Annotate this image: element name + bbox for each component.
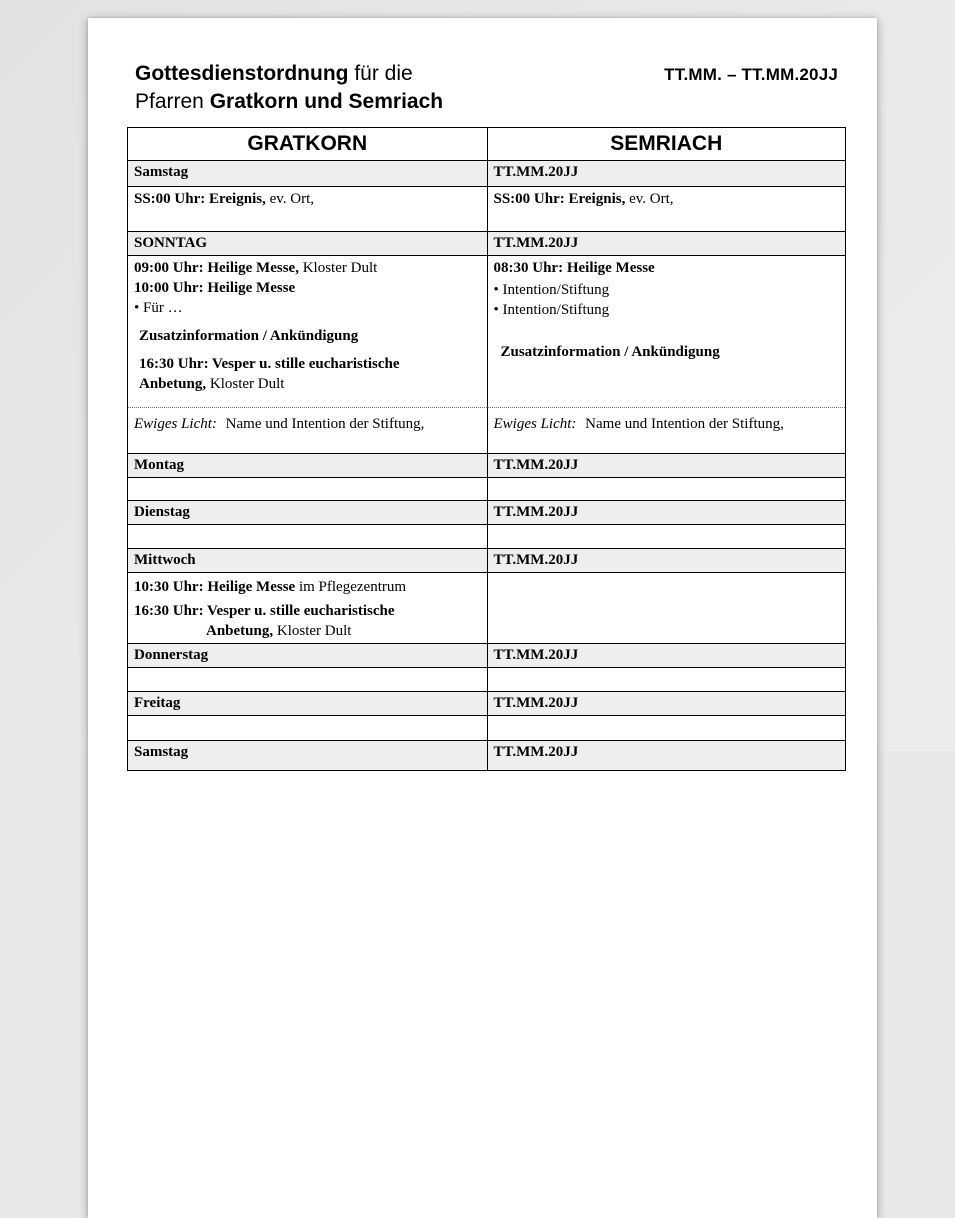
text-segment: • Für …: [134, 300, 183, 316]
row-saturday-content: [128, 186, 845, 231]
text-line: [134, 298, 481, 318]
row-sunday-header: [128, 231, 845, 255]
text-line: [501, 342, 840, 362]
text-line: [134, 233, 481, 253]
row-wednesday-content: [128, 572, 845, 643]
row-ewiges-licht: [128, 407, 845, 453]
text-segment: Montag: [134, 457, 184, 473]
text-line: [134, 189, 481, 209]
row-thursday-content: [128, 667, 845, 691]
text-line: [134, 414, 481, 434]
semriach-cell: [487, 715, 846, 740]
text-segment: TT.MM.20JJ: [493, 744, 579, 760]
text-line: [134, 742, 481, 762]
text-line: [494, 742, 840, 762]
row-thursday-header: [128, 643, 845, 667]
text-segment: • Intention/Stiftung: [493, 302, 610, 318]
text-segment: TT.MM.20JJ: [493, 164, 579, 180]
gratkorn-cell: [128, 255, 487, 407]
text-segment: TT.MM.20JJ: [493, 552, 579, 568]
semriach-cell: [487, 477, 846, 500]
semriach-cell: [487, 255, 846, 407]
text-line: [134, 455, 481, 475]
text-segment: Kloster Dult: [206, 376, 285, 392]
text-segment: TT.MM.20JJ: [493, 647, 579, 663]
text-segment: für die: [348, 62, 413, 85]
gratkorn-cell: [128, 643, 487, 667]
text-segment: SS:00 Uhr: Ereignis,: [134, 191, 266, 207]
text-segment: Anbetung,: [139, 376, 207, 392]
text-segment: 16:30 Uhr: Vesper u. stille eucharistische: [134, 603, 395, 619]
text-line: [494, 502, 840, 522]
row-saturday-header: [128, 161, 845, 186]
row-tuesday-content: [128, 524, 845, 548]
gratkorn-cell: [128, 667, 487, 691]
text-segment: 09:00 Uhr: Heilige Messe,: [134, 260, 299, 276]
semriach-cell: [487, 667, 846, 691]
text-segment: 10:00 Uhr: Heilige Messe: [134, 280, 296, 296]
text-line: [134, 502, 481, 522]
row-friday-header: [128, 691, 845, 715]
gratkorn-cell: [128, 161, 487, 186]
text-segment: Anbetung,: [206, 623, 274, 639]
semriach-cell: [487, 161, 846, 186]
text-line: [134, 278, 481, 298]
text-segment: Zusatzinformation / Ankündigung: [500, 344, 720, 360]
semriach-cell: [487, 231, 846, 255]
text-line: [139, 326, 481, 346]
text-line: [134, 550, 481, 570]
document-header: [88, 18, 877, 116]
text-segment: TT.MM.20JJ: [493, 504, 579, 520]
semriach-cell: [487, 691, 846, 715]
text-segment: Samstag: [134, 744, 189, 760]
text-segment: TT.MM.20JJ: [493, 695, 579, 711]
text-line: [134, 693, 481, 713]
gratkorn-cell: [128, 477, 487, 500]
text-segment: TT.MM.20JJ: [493, 457, 579, 473]
row-wednesday-header: [128, 548, 845, 572]
gratkorn-cell: [128, 548, 487, 572]
semriach-cell: [487, 186, 846, 231]
text-segment: Ewiges Licht:: [493, 416, 577, 432]
text-line: [494, 550, 840, 570]
row-saturday2-header: [128, 740, 845, 770]
text-line: [494, 233, 840, 253]
gratkorn-cell: [128, 453, 487, 477]
row-monday-header: [128, 453, 845, 477]
text-segment: Donnerstag: [134, 647, 209, 663]
semriach-cell: [487, 453, 846, 477]
row-sunday-content: [128, 255, 845, 407]
text-segment: • Intention/Stiftung: [493, 282, 610, 298]
semriach-cell: [487, 572, 846, 643]
text-line: [134, 162, 481, 182]
text-line: [134, 601, 481, 621]
text-segment: Zusatzinformation / Ankündigung: [139, 328, 359, 344]
text-segment: Kloster Dult: [298, 260, 378, 276]
text-line: [494, 414, 840, 434]
text-segment: 10:30 Uhr: Heilige Messe: [134, 579, 296, 595]
semriach-cell: [487, 548, 846, 572]
text-line: [206, 621, 481, 641]
text-segment: Gottesdienstordnung: [135, 62, 349, 85]
gratkorn-cell: [128, 500, 487, 524]
semriach-cell: [487, 500, 846, 524]
column-header-row: [128, 128, 845, 161]
row-tuesday-header: [128, 500, 845, 524]
text-segment: Kloster Dult: [273, 623, 352, 639]
gratkorn-cell: [128, 691, 487, 715]
document-page: [88, 18, 877, 1218]
gratkorn-cell: [128, 740, 487, 770]
text-line: [494, 280, 840, 300]
text-line: [494, 693, 840, 713]
gratkorn-cell: [128, 186, 487, 231]
row-monday-content: [128, 477, 845, 500]
text-line: [134, 577, 481, 597]
text-line: [134, 645, 481, 665]
text-segment: TT.MM.20JJ: [493, 235, 579, 251]
semriach-cell: [487, 524, 846, 548]
text-segment: Ewiges Licht:: [134, 416, 217, 432]
text-segment: Name und Intention der Stiftung,: [221, 416, 425, 432]
text-line: [494, 300, 840, 320]
text-segment: Name und Intention der Stiftung,: [581, 416, 784, 432]
semriach-cell: [487, 740, 846, 770]
gratkorn-cell: [128, 715, 487, 740]
text-segment: Pfarren: [135, 90, 210, 113]
text-segment: SS:00 Uhr: Ereignis,: [493, 191, 626, 207]
text-line: [139, 374, 481, 394]
column-header-semriach: SEMRIACH: [487, 128, 846, 161]
gratkorn-cell: [128, 572, 487, 643]
gratkorn-cell: [128, 231, 487, 255]
text-line: [134, 258, 481, 278]
text-line: [494, 455, 840, 475]
gratkorn-cell: [128, 407, 487, 453]
text-segment: Freitag: [134, 695, 181, 711]
row-friday-content: [128, 715, 845, 740]
gratkorn-cell: [128, 524, 487, 548]
text-line: [135, 88, 846, 116]
text-line: [494, 189, 840, 209]
text-segment: Samstag: [134, 164, 189, 180]
text-line: [494, 258, 840, 278]
date-range: TT.MM. – TT.MM.20JJ: [664, 65, 838, 84]
text-segment: Mittwoch: [134, 552, 196, 568]
text-line: [494, 162, 840, 182]
semriach-cell: [487, 407, 846, 453]
text-segment: im Pflegezentrum: [295, 579, 407, 595]
text-segment: 08:30 Uhr: Heilige Messe: [493, 260, 655, 276]
semriach-cell: [487, 643, 846, 667]
column-header-gratkorn: GRATKORN: [128, 128, 487, 161]
text-segment: 16:30 Uhr: Vesper u. stille eucharistische: [139, 356, 400, 372]
text-line: [139, 354, 481, 374]
text-segment: Gratkorn und Semriach: [209, 90, 444, 113]
text-segment: ev. Ort,: [265, 191, 315, 207]
schedule-table: [127, 127, 846, 771]
text-segment: SONNTAG: [134, 235, 208, 251]
text-segment: Dienstag: [134, 504, 190, 520]
text-segment: ev. Ort,: [625, 191, 674, 207]
text-line: [494, 645, 840, 665]
